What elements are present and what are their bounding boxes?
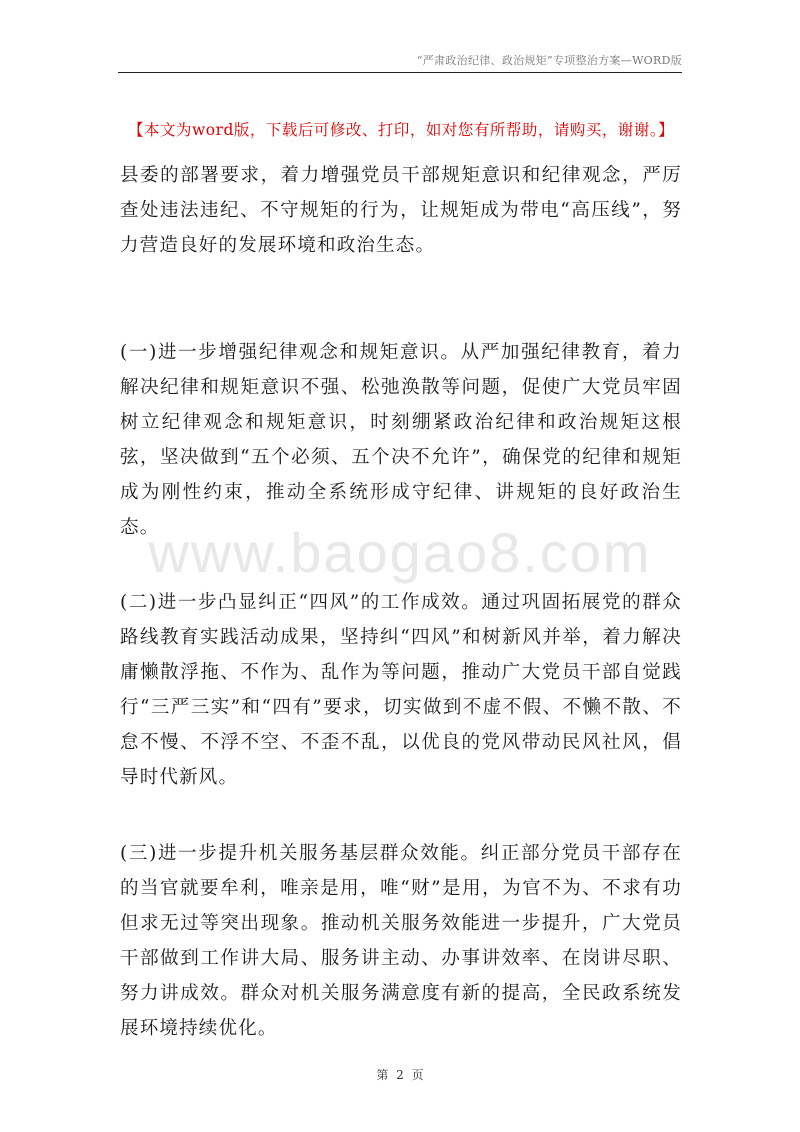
paragraph-section-2: (二)进一步凸显纠正“四风”的工作成效。通过巩固拓展党的群众路线教育实践活动成果，坚持纠“四风”和树新风并举，着力解决庸懒散浮拖、不作为、乱作为等问题，推动广大党员干部自觉践行“三严三实”和“四有”要求，切实做到不虚不假、不懒不散、不怠不慢、不浮不空、不歪不乱，以优良的党风带动民风社风，倡导时代新风。	[120, 592, 682, 788]
watermark: www.baogao8.com	[148, 521, 652, 584]
paragraph-section-1: (一)进一步增强纪律观念和规矩意识。从严加强纪律教育，着力解决纪律和规矩意识不强、松弛涣散等问题，促使广大党员牢固树立纪律观念和规矩意识，时刻绷紧政治纪律和政治规矩这根弦，坚决做到“五个必须、五个决不允许”，确保党的纪律和规矩成为刚性约束，推动全系统形成守纪律、讲规矩的良好政治生态。	[120, 342, 682, 538]
footer-suffix: 页	[411, 1068, 424, 1082]
page-footer	[0, 1066, 800, 1083]
footer-prefix: 第	[376, 1068, 389, 1082]
paragraph-intro: 县委的部署要求，着力增强党员干部规矩意识和纪律观念，严厉查处违法违纪、不守规矩的行为，让规矩成为带电“高压线”，努力营造良好的发展环境和政治生态。	[120, 165, 682, 256]
header-rule	[118, 72, 682, 73]
running-header: “严肃政治纪律、政治规矩”专项整治方案—WORD版	[416, 54, 682, 67]
page-number: 2	[396, 1068, 404, 1082]
paragraph-section-3: (三)进一步提升机关服务基层群众效能。纠正部分党员干部存在的当官就要牟利，唯亲是用，唯“财”是用，为官不为、不求有功但求无过等突出现象。推动机关服务效能进一步提升，广大党员干部做到工作讲大局、服务讲主动、办事讲效率、在岗讲尽职、努力讲成效。群众对机关服务满意度有新的提高，全民政系统发展环境持续优化。	[120, 843, 682, 1039]
purchase-notice: 【本文为word版，下载后可修改、打印，如对您有所帮助，请购买，谢谢。】	[128, 121, 675, 139]
